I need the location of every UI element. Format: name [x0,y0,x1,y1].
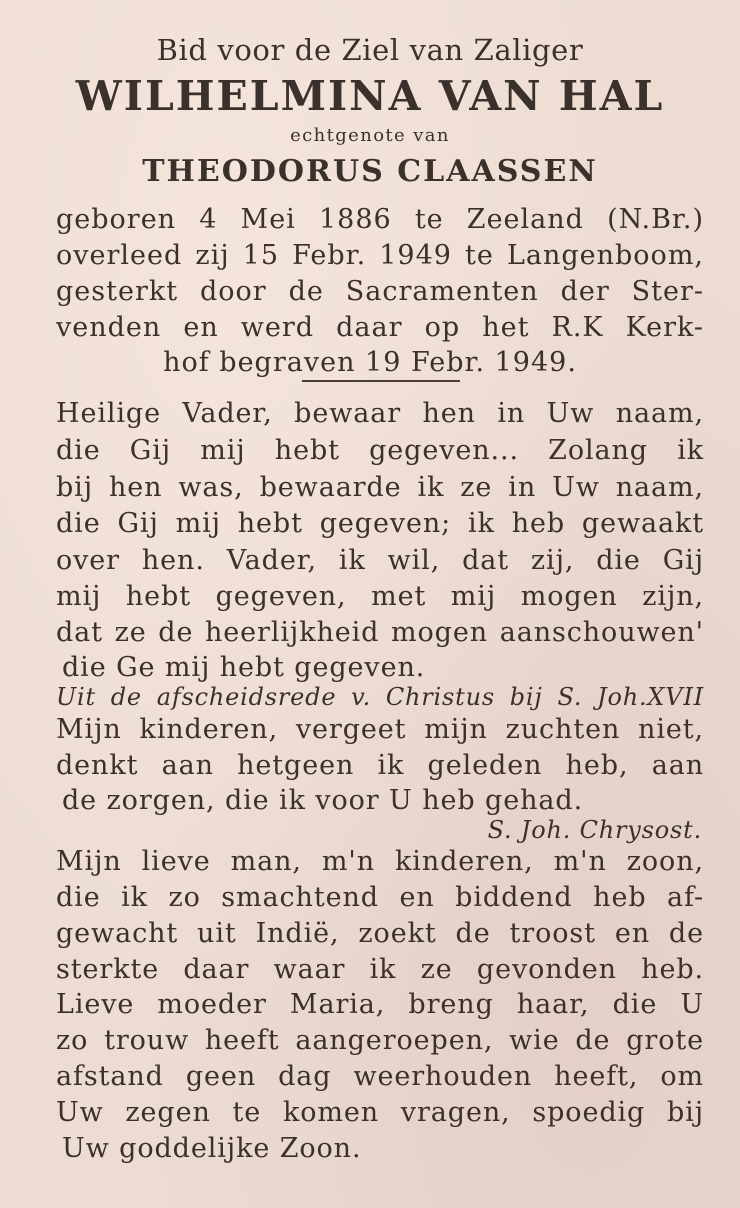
bio-line: gesterkt door de Sacramenten der Ster- [56,276,704,307]
bio-line: venden en werd daar op het R.K Kerk- [56,312,704,343]
farewell-line: Mijn lieve man, m'n kinderen, m'n zoon, [56,846,704,877]
farewell-line: Uw zegen te komen vragen, spoedig bij [56,1097,704,1128]
scripture-line: mij hebt gegeven, met mij mogen zijn, [56,581,704,612]
scripture-line: over hen. Vader, ik wil, dat zij, die Gij [56,545,704,576]
scripture-line: Heilige Vader, bewaar hen in Uw naam, [56,398,704,429]
farewell-line: afstand geen dag weerhouden heeft, om [56,1061,704,1092]
bio-line: overleed zij 15 Febr. 1949 te Langenboom, [56,240,704,271]
divider-rule [302,380,460,382]
chrysostom-source: S. Joh. Chrysost. [487,816,702,844]
farewell-line: Lieve moeder Maria, breng haar, die U [56,989,704,1020]
farewell-line: sterkte daar waar ik ze gevonden heb. [56,954,704,985]
bio-line: geboren 4 Mei 1886 te Zeeland (N.Br.) [56,204,704,235]
spouse-label: echtgenote van [290,125,450,146]
scripture-line: bij hen was, bewaarde ik ze in Uw naam, [56,472,704,503]
spouse-name: THEODORUS CLAASSEN [142,154,598,189]
farewell-line: gewacht uit Indië, zoekt de troost en de [56,918,704,949]
scripture-line: die Gij mij hebt gegeven; ik heb gewaakt [56,508,704,539]
farewell-line: Uw goddelijke Zoon. [62,1133,362,1164]
chrysostom-line: denkt aan hetgeen ik geleden heb, aan [56,750,704,781]
scripture-line: die Gij mij hebt gegeven... Zolang ik [56,435,704,466]
chrysostom-line: Mijn kinderen, vergeet mijn zuchten niet, [56,714,704,745]
farewell-line: zo trouw heeft aangeroepen, wie de grote [56,1025,704,1056]
farewell-line: die ik zo smachtend en biddend heb af- [56,882,704,913]
bio-line: hof begraven 19 Febr. 1949. [163,347,577,378]
chrysostom-line: de zorgen, die ik voor U heb gehad. [62,785,584,816]
deceased-name: WILHELMINA VAN HAL [75,72,665,120]
scripture-line: die Ge mij hebt gegeven. [62,652,426,683]
scripture-source: Uit de afscheidsrede v. Christus bij S. Joh.XVII [56,683,704,711]
scripture-line: dat ze de heerlijkheid mogen aanschouwen' [56,617,704,648]
prayer-heading: Bid voor de Ziel van Zaliger [156,33,584,67]
